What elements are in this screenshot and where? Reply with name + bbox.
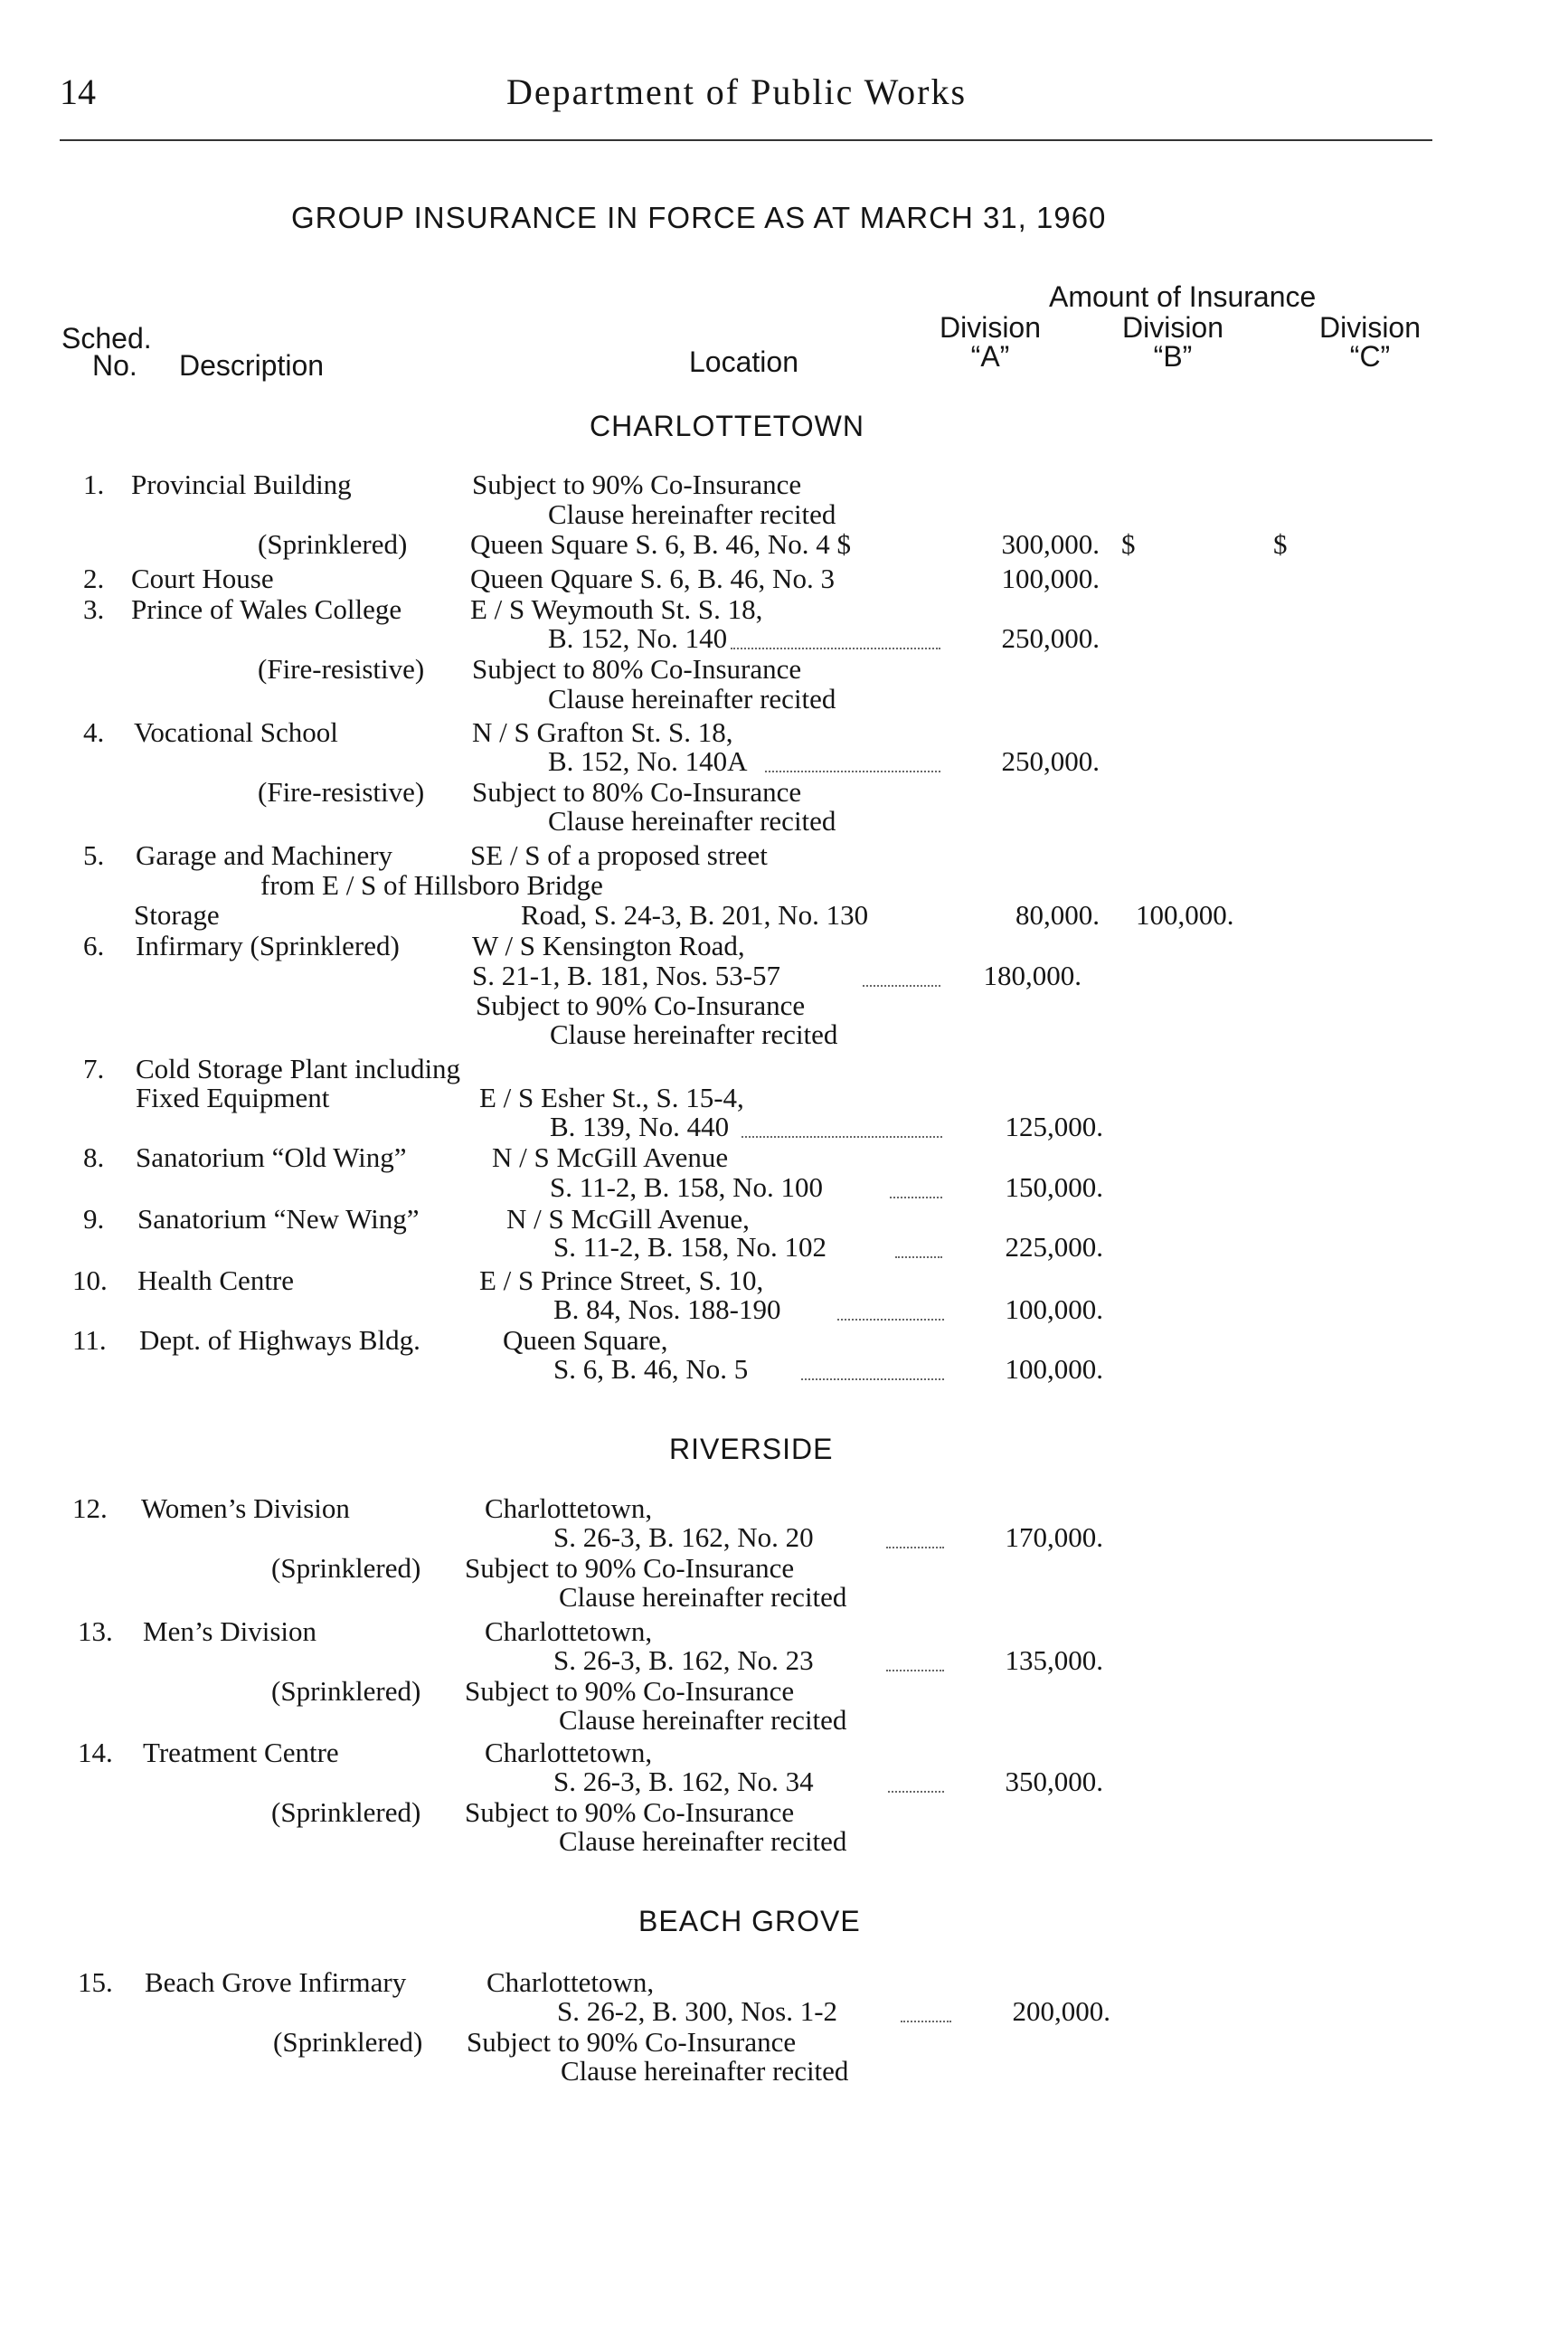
col-description-label: Description bbox=[179, 349, 325, 382]
dot-leader bbox=[731, 648, 940, 649]
description: Infirmary (Sprinklered) bbox=[136, 930, 400, 961]
location: E / S Weymouth St. S. 18, bbox=[470, 593, 763, 625]
sched-no: 5. bbox=[83, 839, 105, 871]
description: Court House bbox=[131, 563, 274, 594]
description: Beach Grove Infirmary bbox=[145, 1966, 407, 1998]
description: Sanatorium “Old Wing” bbox=[136, 1141, 407, 1173]
dot-leader bbox=[801, 1378, 944, 1380]
table-row bbox=[0, 1171, 1568, 1207]
sched-no: 8. bbox=[83, 1141, 105, 1173]
location: Queen Qquare S. 6, B. 46, No. 3 bbox=[470, 563, 835, 594]
sched-no: 2. bbox=[83, 563, 105, 594]
table-row bbox=[0, 2055, 1568, 2091]
amount-division-b: $ bbox=[1121, 528, 1136, 560]
description: (Sprinklered) bbox=[258, 528, 408, 560]
location: S. 26-3, B. 162, No. 34 bbox=[553, 1766, 814, 1797]
location: S. 11-2, B. 158, No. 102 bbox=[553, 1231, 827, 1263]
location: Clause hereinafter recited bbox=[548, 805, 836, 837]
table-row bbox=[0, 1353, 1568, 1389]
col-div-a-label: Division bbox=[939, 311, 1042, 344]
location: Subject to 90% Co-Insurance bbox=[467, 2026, 797, 2058]
description: Treatment Centre bbox=[143, 1737, 339, 1768]
amount-division-a: 250,000. bbox=[1001, 745, 1100, 777]
sched-no: 6. bbox=[83, 930, 105, 961]
table-row bbox=[0, 1704, 1568, 1740]
col-sched-label: Sched. bbox=[61, 322, 152, 355]
sched-no: 4. bbox=[83, 716, 105, 748]
amount-division-a: 250,000. bbox=[1001, 622, 1100, 654]
location: Subject to 90% Co-Insurance bbox=[476, 989, 806, 1021]
col-no-label: No. bbox=[92, 349, 137, 382]
amount-division-a: 135,000. bbox=[1005, 1644, 1103, 1676]
amount-division-a: 225,000. bbox=[1005, 1231, 1103, 1263]
description: Fixed Equipment bbox=[136, 1082, 330, 1113]
dot-leader bbox=[890, 1197, 942, 1198]
description: (Sprinklered) bbox=[271, 1552, 421, 1584]
location: W / S Kensington Road, bbox=[472, 930, 745, 961]
amount-division-a: 350,000. bbox=[1005, 1766, 1103, 1797]
location: Queen Square S. 6, B. 46, No. 4 $ bbox=[470, 528, 852, 560]
amount-division-a: 100,000. bbox=[1005, 1353, 1103, 1385]
table-row bbox=[0, 528, 1568, 564]
description: Dept. of Highways Bldg. bbox=[139, 1324, 420, 1356]
description: (Sprinklered) bbox=[271, 1675, 421, 1707]
dot-leader bbox=[901, 2021, 951, 2022]
location: S. 26-3, B. 162, No. 20 bbox=[553, 1521, 814, 1553]
dot-leader bbox=[886, 1670, 944, 1671]
dot-leader bbox=[895, 1256, 942, 1258]
section-beach-grove: BEACH GROVE bbox=[638, 1905, 861, 1937]
amount-division-a: 100,000. bbox=[1001, 563, 1100, 594]
dot-leader bbox=[765, 771, 940, 772]
dot-leader bbox=[888, 1791, 944, 1793]
location: Clause hereinafter recited bbox=[548, 683, 836, 715]
amount-division-a: 170,000. bbox=[1005, 1521, 1103, 1553]
location: Subject to 80% Co-Insurance bbox=[472, 653, 802, 685]
description: Sanatorium “New Wing” bbox=[137, 1203, 420, 1235]
location: B. 152, No. 140 bbox=[548, 622, 728, 654]
table-row bbox=[0, 1581, 1568, 1617]
page-number: 14 bbox=[60, 71, 96, 112]
amount-division-a: 125,000. bbox=[1005, 1111, 1103, 1142]
sched-no: 3. bbox=[83, 593, 105, 625]
description: Health Centre bbox=[137, 1264, 295, 1296]
location: E / S Prince Street, S. 10, bbox=[479, 1264, 764, 1296]
location: B. 139, No. 440 bbox=[550, 1111, 730, 1142]
location: N / S Grafton St. S. 18, bbox=[472, 716, 733, 748]
location: Clause hereinafter recited bbox=[559, 1825, 847, 1857]
dot-leader bbox=[837, 1319, 944, 1321]
description: Prince of Wales College bbox=[131, 593, 402, 625]
dot-leader bbox=[886, 1547, 944, 1548]
location: Charlottetown, bbox=[485, 1615, 653, 1647]
col-div-b-label: Division bbox=[1121, 311, 1224, 344]
location: Clause hereinafter recited bbox=[561, 2055, 849, 2087]
location: from E / S of Hillsboro Bridge bbox=[260, 869, 603, 901]
sched-no: 13. bbox=[78, 1615, 113, 1647]
location: Queen Square, bbox=[503, 1324, 668, 1356]
location: Charlottetown, bbox=[485, 1492, 653, 1524]
dot-leader bbox=[741, 1136, 942, 1138]
sched-no: 1. bbox=[83, 469, 105, 500]
description: Men’s Division bbox=[143, 1615, 317, 1647]
location: S. 11-2, B. 158, No. 100 bbox=[550, 1171, 823, 1203]
location: Subject to 90% Co-Insurance bbox=[465, 1552, 795, 1584]
table-row bbox=[0, 1825, 1568, 1861]
location: Subject to 90% Co-Insurance bbox=[472, 469, 802, 500]
location: Subject to 80% Co-Insurance bbox=[472, 776, 802, 808]
description: (Fire-resistive) bbox=[258, 776, 425, 808]
table-row bbox=[0, 805, 1568, 841]
description: Women’s Division bbox=[141, 1492, 350, 1524]
location: B. 84, Nos. 188-190 bbox=[553, 1293, 781, 1325]
location: SE / S of a proposed street bbox=[470, 839, 768, 871]
location: Clause hereinafter recited bbox=[550, 1018, 838, 1050]
sched-no: 11. bbox=[72, 1324, 107, 1356]
location: E / S Esher St., S. 15-4, bbox=[479, 1082, 744, 1113]
description: Cold Storage Plant including bbox=[136, 1053, 461, 1084]
amount-division-a: 150,000. bbox=[1005, 1171, 1103, 1203]
amount-division-c: $ bbox=[1273, 528, 1288, 560]
page-title: GROUP INSURANCE IN FORCE AS AT MARCH 31, 1960 bbox=[291, 201, 1107, 234]
sched-no: 9. bbox=[83, 1203, 105, 1235]
location: B. 152, No. 140A bbox=[548, 745, 748, 777]
table-row bbox=[0, 1018, 1568, 1055]
location: Subject to 90% Co-Insurance bbox=[465, 1675, 795, 1707]
location: Clause hereinafter recited bbox=[559, 1704, 847, 1736]
amount-division-a: 180,000. bbox=[983, 960, 1082, 991]
sched-no: 15. bbox=[78, 1966, 113, 1998]
header-rule bbox=[60, 139, 1432, 141]
description: Provincial Building bbox=[131, 469, 352, 500]
col-div-b-letter: “B” bbox=[1153, 340, 1193, 373]
description: (Sprinklered) bbox=[271, 1796, 421, 1828]
location: S. 6, B. 46, No. 5 bbox=[553, 1353, 749, 1385]
amount-division-a: 300,000. bbox=[1001, 528, 1100, 560]
location: Road, S. 24-3, B. 201, No. 130 bbox=[521, 899, 869, 931]
sched-no: 10. bbox=[72, 1264, 108, 1296]
amount-division-b: 100,000. bbox=[1136, 899, 1234, 931]
col-div-c-letter: “C” bbox=[1349, 340, 1391, 373]
description: Vocational School bbox=[134, 716, 338, 748]
section-charlottetown: CHARLOTTETOWN bbox=[590, 410, 864, 442]
location: Subject to 90% Co-Insurance bbox=[465, 1796, 795, 1828]
col-div-c-label: Division bbox=[1318, 311, 1422, 344]
col-location-label: Location bbox=[689, 346, 798, 378]
col-div-a-letter: “A” bbox=[970, 340, 1010, 373]
amount-division-a: 200,000. bbox=[1012, 1995, 1110, 2027]
location: N / S McGill Avenue bbox=[492, 1141, 729, 1173]
description: Garage and Machinery bbox=[136, 839, 393, 871]
sched-no: 14. bbox=[78, 1737, 113, 1768]
amount-heading: Amount of Insurance bbox=[1049, 280, 1317, 313]
description: (Sprinklered) bbox=[273, 2026, 423, 2058]
location: N / S McGill Avenue, bbox=[506, 1203, 750, 1235]
sched-no: 12. bbox=[72, 1492, 108, 1524]
location: Clause hereinafter recited bbox=[548, 498, 836, 530]
location: S. 26-3, B. 162, No. 23 bbox=[553, 1644, 814, 1676]
section-riverside: RIVERSIDE bbox=[669, 1433, 834, 1465]
table-row bbox=[0, 1231, 1568, 1267]
description: (Fire-resistive) bbox=[258, 653, 425, 685]
running-title: Department of Public Works bbox=[506, 71, 968, 112]
location: S. 21-1, B. 181, Nos. 53-57 bbox=[472, 960, 781, 991]
description: Storage bbox=[134, 899, 220, 931]
location: Charlottetown, bbox=[486, 1966, 655, 1998]
location: Clause hereinafter recited bbox=[559, 1581, 847, 1613]
amount-division-a: 100,000. bbox=[1005, 1293, 1103, 1325]
location: S. 26-2, B. 300, Nos. 1-2 bbox=[557, 1995, 838, 2027]
sched-no: 7. bbox=[83, 1053, 105, 1084]
table-row bbox=[0, 683, 1568, 719]
amount-division-a: 80,000. bbox=[1015, 899, 1100, 931]
location: Charlottetown, bbox=[485, 1737, 653, 1768]
